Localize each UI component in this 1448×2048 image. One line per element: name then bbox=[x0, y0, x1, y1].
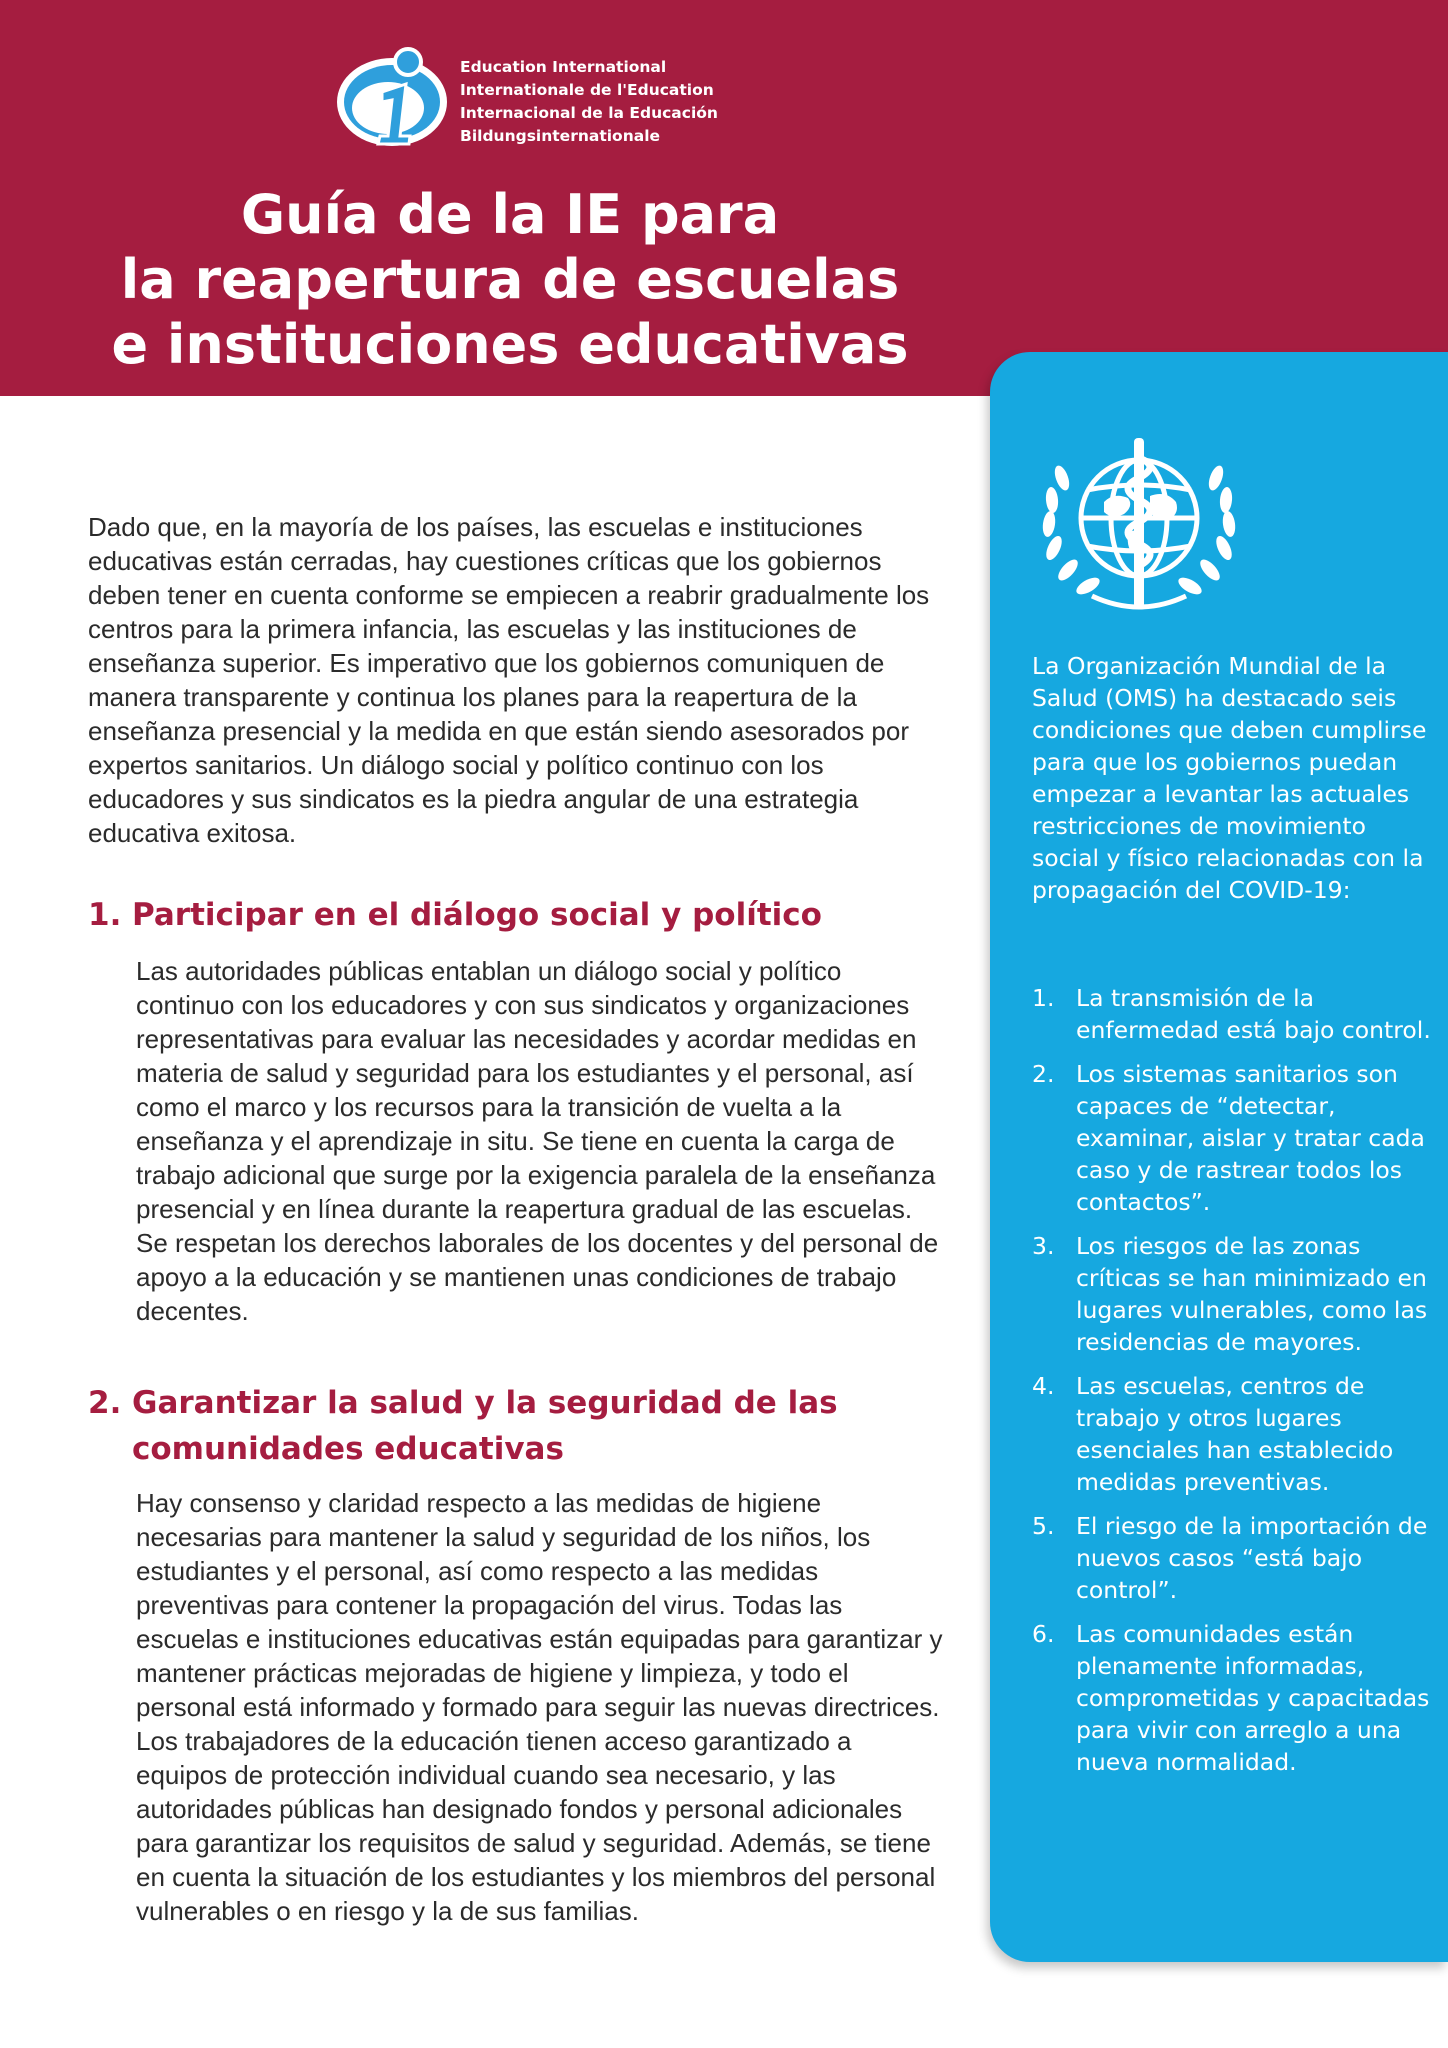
section-number: 2. bbox=[88, 1385, 122, 1421]
list-item-text: Los riesgos de las zonas críticas se han minimizado en lugares vulnerables, como las residencias de mayores. bbox=[1076, 1232, 1428, 1356]
who-emblem-icon bbox=[1032, 418, 1246, 628]
list-item bbox=[1032, 1618, 1432, 1778]
title-line: la reapertura de escuelas bbox=[120, 248, 900, 311]
section-number: 1. bbox=[88, 897, 122, 933]
list-item-number: 4. bbox=[1032, 1372, 1055, 1400]
list-item bbox=[1032, 1370, 1432, 1498]
list-item-number: 3. bbox=[1032, 1232, 1055, 1260]
section-title-text: Garantizar la salud y la seguridad de las bbox=[132, 1385, 838, 1421]
section-heading bbox=[88, 892, 968, 938]
list-item-number: 2. bbox=[1032, 1060, 1055, 1088]
title-line: Guía de la IE para bbox=[240, 183, 780, 246]
title-line: e instituciones educativas bbox=[111, 313, 909, 376]
org-name-de: Bildungsinternationale bbox=[460, 127, 661, 145]
list-item bbox=[1032, 1510, 1432, 1606]
section-title-text: comunidades educativas bbox=[132, 1431, 564, 1467]
org-name-en: Education International bbox=[460, 58, 667, 76]
list-item-text: Los sistemas sanitarios son capaces de “detectar, examinar, aislar y tratar cada caso y de rastrear todos los contactos”. bbox=[1076, 1060, 1425, 1216]
intro-paragraph: Dado que, en la mayoría de los países, las escuelas e instituciones educativas están cerradas, hay cuestiones críticas que los gobiernos deben tener en cuenta conforme se empiecen a reabrir gradualmente los centros para la primera infancia, las escuelas y las instituciones de enseñanza superior. Es imperativo que los gobiernos comuniquen de manera transparente y continua los planes para la reapertura de la enseñanza presencial y la medida en que están siendo asesorados por expertos sanitarios. Un diálogo social y político continuo con los educadores y sus sindicatos es la piedra angular de una estrategia educativa exitosa. bbox=[88, 512, 930, 848]
who-sidebar bbox=[990, 352, 1448, 1962]
list-item-text: El riesgo de la importación de nuevos casos “está bajo control”. bbox=[1076, 1512, 1428, 1604]
org-name-es: Internacional de la Educación bbox=[460, 104, 718, 122]
organization-names bbox=[460, 56, 718, 148]
section-heading bbox=[88, 1380, 968, 1472]
org-name-fr: Internationale de l'Education bbox=[460, 81, 714, 99]
who-conditions-list bbox=[1032, 982, 1432, 1790]
section-body: Las autoridades públicas entablan un diálogo social y político continuo con los educadores y con sus sindicatos y organizaciones representativas para evaluar las necesidades y acordar medidas en materia de salud y seguridad para los estudiantes y el personal, así como el marco y los recursos para la transición de vuelta a la enseñanza y el aprendizaje in situ. Se tiene en cuenta la carga de trabajo adicional que surge por la exigencia paralela de la enseñanza presencial y en línea durante la reapertura gradual de las escuelas. Se respetan los derechos laborales de los docentes y del personal de apoyo a la educación y se mantienen unas condiciones de trabajo decentes. bbox=[136, 956, 939, 1326]
list-item bbox=[1032, 1058, 1432, 1218]
list-item-text: La transmisión de la enfermedad está bajo control. bbox=[1076, 984, 1431, 1044]
header-banner bbox=[0, 0, 1448, 396]
list-item-number: 5. bbox=[1032, 1512, 1055, 1540]
list-item-text: Las escuelas, centros de trabajo y otros lugares esenciales han establecido medidas preventivas. bbox=[1076, 1372, 1394, 1496]
education-international-logo bbox=[330, 40, 455, 155]
list-item bbox=[1032, 1230, 1432, 1358]
document-title bbox=[0, 182, 1020, 377]
section-title-text: Participar en el diálogo social y político bbox=[132, 897, 822, 933]
section-body: Hay consenso y claridad respecto a las medidas de higiene necesarias para mantener la salud y seguridad de los niños, los estudiantes y el personal, así como respecto a las medidas preventivas para contener la propagación del virus. Todas las escuelas e instituciones educativas están equipadas para garantizar y mantener prácticas mejoradas de higiene y limpieza, y todo el personal está informado y formado para seguir las nuevas directrices. Los trabajadores de la educación tienen acceso garantizado a equipos de protección individual cuando sea necesario, y las autoridades públicas han designado fondos y personal adicionales para garantizar los requisitos de salud y seguridad. Además, se tiene en cuenta la situación de los estudiantes y los miembros del personal vulnerables o en riesgo y la de sus familias. bbox=[136, 1488, 943, 1926]
list-item-number: 6. bbox=[1032, 1620, 1055, 1648]
list-item-text: Las comunidades están plenamente informadas, comprometidas y capacitadas para vivir con arreglo a una nueva normalidad. bbox=[1076, 1620, 1430, 1776]
who-intro-text: La Organización Mundial de la Salud (OMS) ha destacado seis condiciones que deben cumplirse para que los gobiernos puedan empezar a levantar las actuales restricciones de movimiento social y físico relacionadas con la propagación del COVID-19: bbox=[1032, 652, 1427, 904]
list-item-number: 1. bbox=[1032, 984, 1055, 1012]
list-item bbox=[1032, 982, 1432, 1046]
